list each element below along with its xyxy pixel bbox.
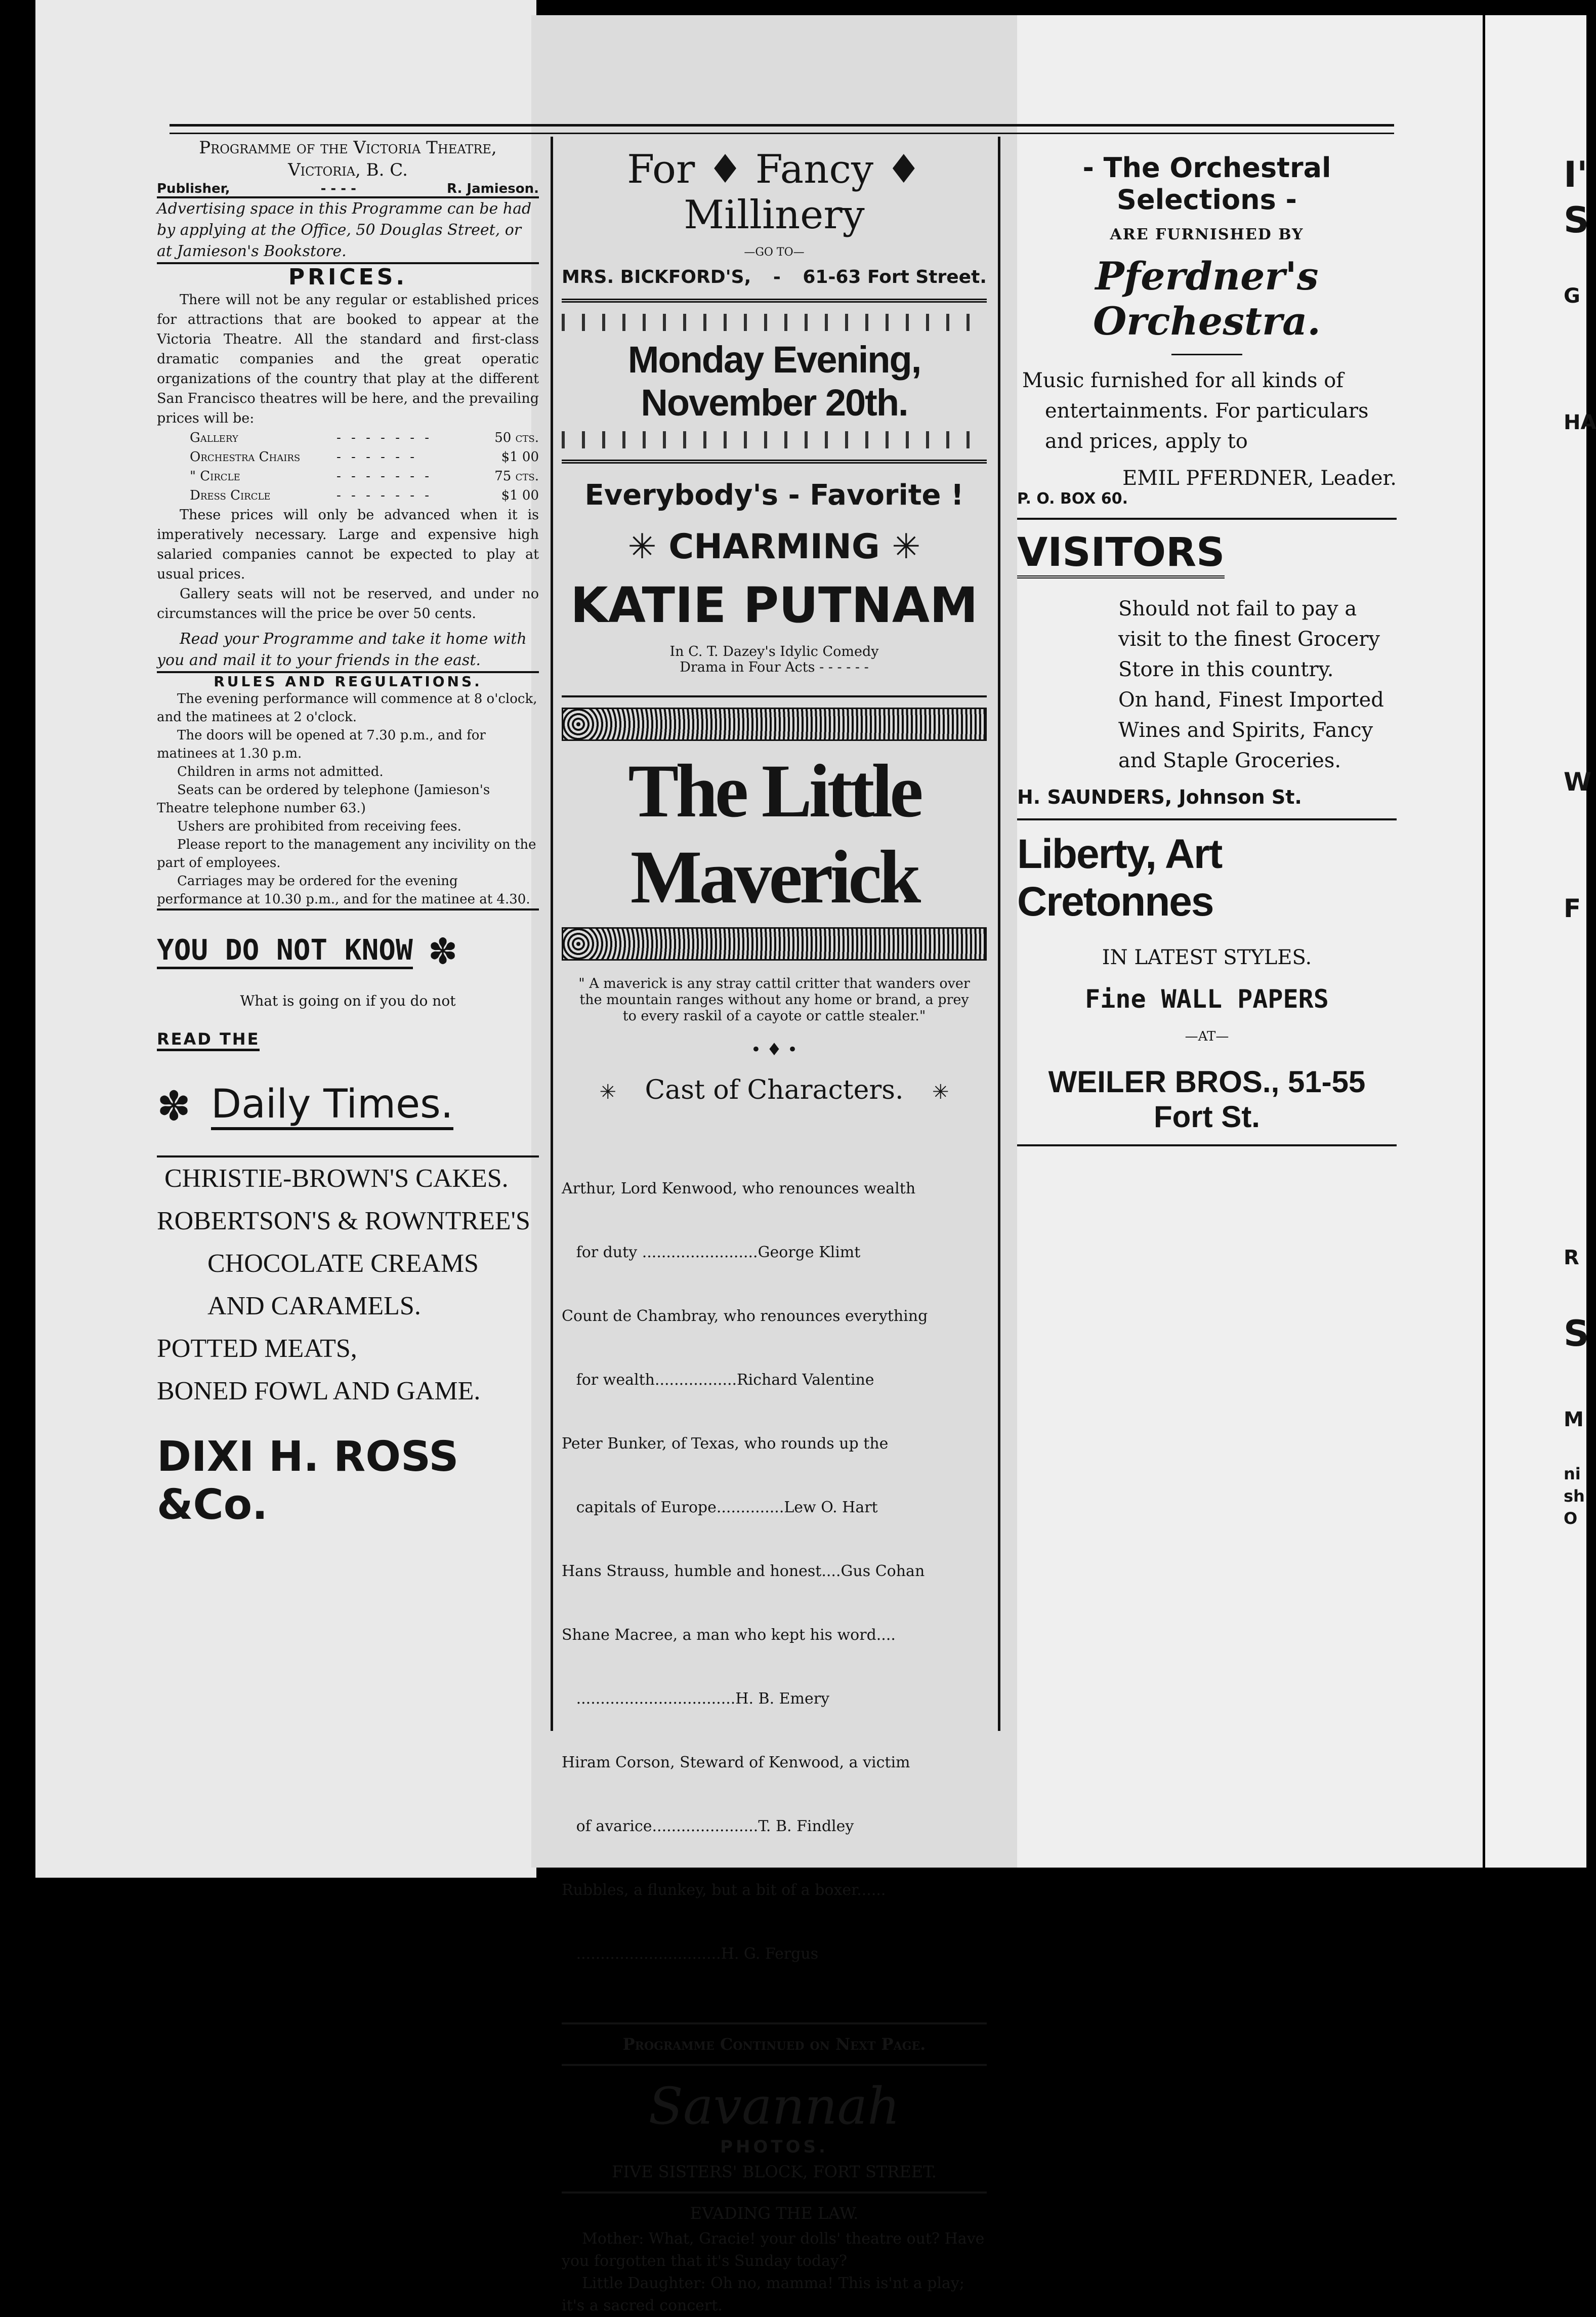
comedy-line-1: In C. T. Dazey's Idylic Comedy <box>669 644 879 659</box>
visitors-heading: VISITORS <box>1017 530 1225 578</box>
bee-icon: ✽ <box>157 1082 191 1130</box>
daughter-line: Little Daughter: Oh no, mamma! This is'nt a play; it's a sacred concert. <box>562 2274 964 2314</box>
ornament-border <box>562 314 987 331</box>
read-the: READ THE <box>157 1029 260 1051</box>
edge-frag: S <box>1564 1313 1589 1354</box>
star-name: KATIE PUTNAM <box>570 577 978 634</box>
rules-heading: RULES AND REGULATIONS. <box>214 673 482 690</box>
cast-line: for duty ........................George Klimt <box>562 1244 861 1261</box>
continued-note: Programme Continued on Next Page. <box>622 2035 926 2054</box>
ornament-border <box>562 431 987 448</box>
cast-line: Peter Bunker, of Texas, who rounds up the <box>562 1435 889 1453</box>
cast-line: Arthur, Lord Kenwood, who renounces wealth <box>562 1180 916 1197</box>
divider <box>562 460 987 464</box>
price-amount: 50 cts. <box>494 430 539 445</box>
music-note: Music furnished for all kinds of entertainments. For particulars and prices, apply to <box>1022 369 1369 453</box>
at-line: —AT— <box>1185 1029 1229 1044</box>
latest-styles: IN LATEST STYLES. <box>1102 946 1312 969</box>
rule-item: Children in arms not admitted. <box>177 764 384 779</box>
daily-times-row <box>157 1082 539 1130</box>
performance-date: Monday Evening, November 20th. <box>627 339 921 424</box>
publisher-row <box>157 181 539 196</box>
leader-dots: - - - - - - - <box>337 430 433 445</box>
ydnk-row <box>157 931 539 972</box>
divider <box>562 2022 987 2024</box>
cast-line: Rubbles, a flunkey, but a bit of a boxer...... <box>562 1881 886 1899</box>
cast-line: .................................H. B. Emery <box>562 1690 830 1708</box>
divider <box>562 299 987 303</box>
rule-item: Please report to the management any incivility on the part of employees. <box>157 837 536 871</box>
visitors-line: Should not fail to pay a <box>1118 597 1357 620</box>
edge-frag: sh <box>1564 1486 1585 1506</box>
rule-item: Seats can be ordered by telephone (Jamieson's Theatre telephone number 63.) <box>157 782 490 816</box>
col-divider-2 <box>998 137 1000 1731</box>
cast-line: capitals of Europe..............Lew O. Hart <box>562 1499 878 1516</box>
price-label: Gallery <box>190 430 238 445</box>
publisher-dashes: - - - - <box>320 181 356 196</box>
evading-heading: EVADING THE LAW. <box>690 2204 859 2223</box>
bickford-address: 61-63 Fort Street. <box>803 267 987 287</box>
price-row <box>157 486 539 505</box>
bickford-name: MRS. BICKFORD'S, <box>562 267 751 287</box>
column-center <box>562 137 987 2317</box>
leader-dots: - - - - - - <box>337 449 418 465</box>
wheel-border <box>562 708 987 741</box>
cast-line: ..............................H. G. Fergus <box>562 1945 819 1963</box>
savannah-signature: Savannah <box>648 2077 900 2136</box>
liberty-heading: Liberty, Art Cretonnes <box>1017 831 1222 925</box>
favorite-line: Everybody's - Favorite ! <box>584 479 964 512</box>
publisher-name: R. Jamieson. <box>446 181 539 196</box>
charming-line: ✳ CHARMING ✳ <box>627 527 921 567</box>
divider <box>1171 354 1242 355</box>
top-rule <box>170 124 1394 127</box>
star-icon: ✳ <box>599 1081 616 1104</box>
furnished-by: ARE FURNISHED BY <box>1110 226 1304 243</box>
price-row <box>157 428 539 447</box>
price-list <box>157 428 539 505</box>
dixi-ross: DIXI H. ROSS &Co. <box>157 1433 459 1529</box>
divider <box>562 2191 987 2194</box>
programme-line-2: Victoria, B. C. <box>288 160 408 180</box>
leader-name: EMIL PFERDNER, Leader. <box>1122 467 1397 490</box>
rules-list <box>157 690 539 908</box>
price-amount: $1 00 <box>501 449 539 465</box>
edge-frag: M <box>1564 1408 1584 1431</box>
publisher-label: Publisher, <box>157 181 230 196</box>
price-row <box>157 447 539 467</box>
cast-line: Hiram Corson, Steward of Kenwood, a victim <box>562 1754 910 1771</box>
cast-line: Count de Chambray, who renounces everything <box>562 1307 928 1325</box>
visitors-line: Store in this country. <box>1118 658 1334 681</box>
rule-item: The doors will be opened at 7.30 p.m., and for matinees at 1.30 p.m. <box>157 728 486 761</box>
price-amount: 75 cts. <box>494 469 539 484</box>
visitors-line: On hand, Finest Imported <box>1118 688 1384 712</box>
wall-papers: Fine WALL PAPERS <box>1085 984 1329 1014</box>
edge-frag: HA <box>1564 411 1596 434</box>
edge-frag: G <box>1564 284 1580 308</box>
visitors-line: and Staple Groceries. <box>1118 749 1341 772</box>
rule-item: Carriages may be ordered for the evening performance at 10.30 p.m., and for the matinee at 4.30. <box>157 874 530 907</box>
orchestra-name: Pferdner's Orchestra. <box>1093 254 1321 344</box>
ydnk-subtext: What is going on if you do not <box>240 992 456 1009</box>
cast-line: Shane Macree, a man who kept his word.... <box>562 1626 896 1644</box>
ad-line: BONED FOWL AND GAME. <box>157 1377 481 1405</box>
visitors-line: Wines and Spirits, Fancy <box>1118 719 1373 742</box>
divider <box>562 695 987 697</box>
column-right <box>1017 137 1397 1156</box>
advertising-note: Advertising space in this Programme can be had by applying at the Office, 50 Douglas Street, or at Jamieson's Bookstore. <box>157 200 532 260</box>
prices-heading: PRICES. <box>288 264 408 290</box>
cast-heading-row <box>562 1075 987 1105</box>
weiler-bros: WEILER BROS., 51-55 Fort St. <box>1048 1065 1366 1134</box>
star-icon: ✳ <box>932 1081 949 1104</box>
grocery-ad <box>157 1157 539 1413</box>
divider <box>562 2064 987 2066</box>
divider <box>1017 1144 1397 1146</box>
maverick-quote: " A maverick is any stray cattil critter that wanders over the mountain ranges without any home or brand, a prey to every raskil of a cayote or cattle stealer." <box>578 976 970 1024</box>
col-divider-1 <box>551 137 553 1731</box>
cast-line: for wealth.................Richard Valentine <box>562 1371 874 1389</box>
cast-line: of avarice......................T. B. Findley <box>562 1817 854 1835</box>
programme-line-1: Programme of the Victoria Theatre, <box>199 138 497 158</box>
comedy-line-2: Drama in Four Acts - - - - - - <box>680 659 869 675</box>
programme-title <box>157 137 539 181</box>
edge-frag: I' <box>1564 154 1588 195</box>
ad-line: POTTED MEATS, <box>157 1334 357 1363</box>
price-amount: $1 00 <box>501 488 539 503</box>
photos-address: FIVE SISTERS' BLOCK, FORT STREET. <box>612 2162 937 2181</box>
orchestral-title: - The Orchestral Selections - <box>1082 152 1331 216</box>
millinery-heading: For ♦ Fancy ♦ Millinery <box>627 147 921 238</box>
prices-note: These prices will only be advanced when it is imperatively necessary. Large and expensive high salaried companies cannot be expected to play at usual prices. <box>157 507 539 582</box>
po-box: P. O. BOX 60. <box>1017 490 1128 508</box>
mother-line: Mother: What, Gracie! your dolls' theatre out? Have you forgotten that it's Sunday today? <box>562 2230 985 2270</box>
visitors-line: visit to the finest Grocery <box>1118 628 1380 651</box>
rule-item: Ushers are prohibited from receiving fees. <box>177 819 461 834</box>
rule-item: The evening performance will commence at 8 o'clock, and the matinees at 2 o'clock. <box>157 691 537 725</box>
leader-dots: - - - - - - - <box>337 488 433 503</box>
ad-line: ROBERTSON'S & ROWNTREE'S <box>157 1207 530 1235</box>
visitors-text <box>1017 594 1397 776</box>
play-title: The Little Maverick <box>628 749 920 919</box>
ad-line: CHOCOLATE CREAMS <box>207 1249 479 1278</box>
saunders-address: H. SAUNDERS, Johnson St. <box>1017 786 1302 808</box>
photos-heading: PHOTOS. <box>720 2137 828 2157</box>
leader-dots: - - - - - - - <box>337 469 433 484</box>
cast-list <box>562 1136 987 2007</box>
edge-frag: F <box>1564 894 1581 923</box>
price-row <box>157 467 539 486</box>
price-label: Orchestra Chairs <box>190 449 301 465</box>
ydnk-heading: YOU DO NOT KNOW <box>157 934 413 969</box>
price-label: Dress Circle <box>190 488 271 503</box>
prices-intro: There will not be any regular or established prices for attractions that are booked to appear at the Victoria Theatre. All the standard and first-class dramatic companies and the great operatic organizations of the country that play at the different San Francisco theatres will be here, and the prevailing prices will be: <box>157 292 539 426</box>
daily-times: Daily Times. <box>211 1082 453 1130</box>
edge-frag: R <box>1564 1246 1579 1269</box>
gallery-note: Gallery seats will not be reserved, and under no circumstances will the price be over 50 cents. <box>157 586 539 622</box>
edge-frag: S <box>1564 199 1589 241</box>
edge-frag: ni <box>1564 1464 1581 1483</box>
column-left <box>157 137 539 1529</box>
diamond-ornament: • ♦ • <box>750 1040 798 1060</box>
ad-line: CHRISTIE-BROWN'S CAKES. <box>164 1164 509 1193</box>
bickford-dash: - <box>773 267 781 287</box>
top-rule-2 <box>170 133 1394 134</box>
divider <box>1017 518 1397 520</box>
go-to: —GO TO— <box>744 246 805 259</box>
cast-line: Hans Strauss, humble and honest....Gus Cohan <box>562 1562 925 1580</box>
bickford-row <box>562 267 987 287</box>
edge-frag: O <box>1564 1509 1578 1528</box>
cast-heading: Cast of Characters. <box>645 1075 904 1105</box>
read-note: Read your Programme and take it home with you and mail it to your friends in the east. <box>157 630 527 669</box>
ad-line: AND CARAMELS. <box>207 1292 421 1320</box>
divider <box>1017 818 1397 820</box>
bee-icon: ✽ <box>428 931 458 972</box>
price-label: " Circle <box>190 469 240 484</box>
divider <box>157 908 539 911</box>
edge-fragments <box>1564 152 1596 1529</box>
wheel-border <box>562 927 987 961</box>
edge-frag: W <box>1564 767 1592 797</box>
